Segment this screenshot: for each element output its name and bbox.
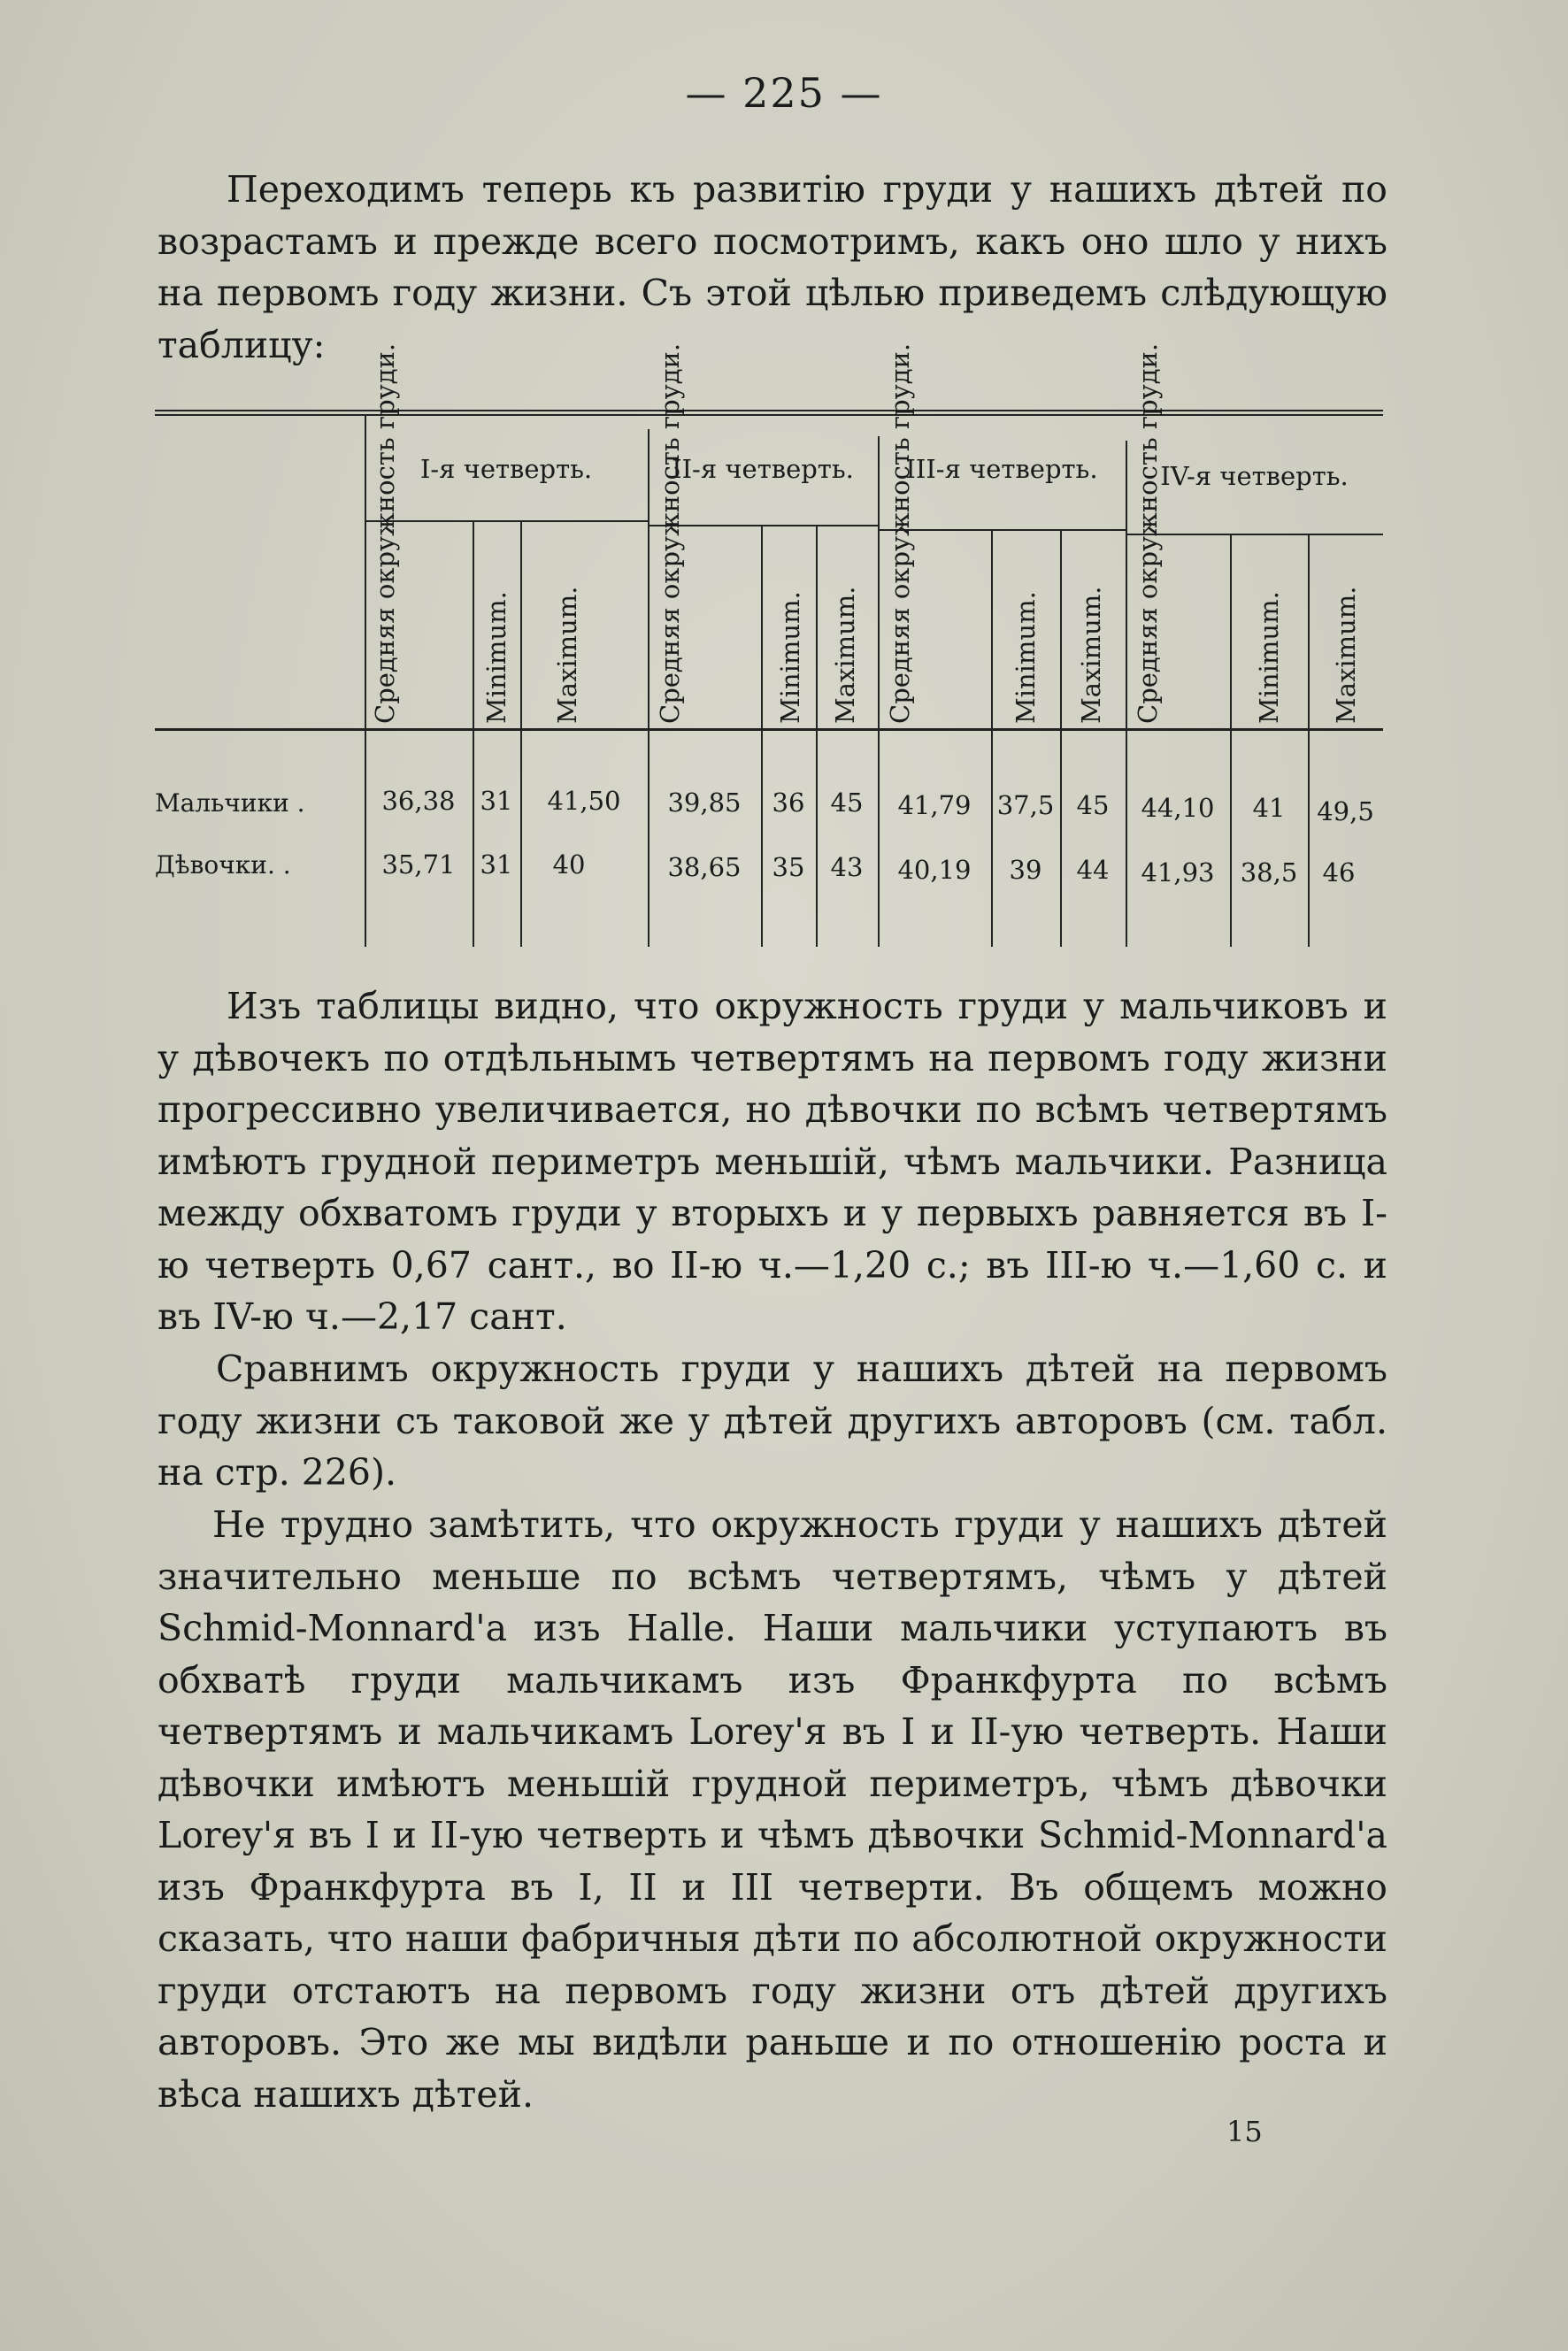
- quarter-header-2: II-я четверть.: [672, 454, 854, 484]
- table-subdivider: [520, 520, 522, 947]
- table-cell: 36: [772, 788, 805, 818]
- table-subheader-rule: [878, 529, 1126, 531]
- subheader-minimum: Minimum.: [481, 591, 511, 724]
- quarter-header-4: IV-я четверть.: [1160, 461, 1349, 491]
- table-cell: 39: [1009, 855, 1042, 885]
- subheader-maximum: Maximum.: [1331, 586, 1361, 724]
- table-cell: 38,65: [667, 852, 742, 882]
- table-cell: 36,38: [381, 786, 456, 816]
- paragraph-conclusion: Не трудно замѣтить, что окружность груди у нашихъ дѣтей значительно меньше по всѣмъ четвертямъ, чѣмъ у дѣтей Schmid-Monnard'а изъ Halle. Наши мальчики уступаютъ въ обхватѣ груди мальчикамъ изъ Франкфурта по всѣмъ четвертямъ и мальчикамъ Lorey'я въ I и II-ую четверть. Наши дѣвочки имѣютъ меньшій грудной периметръ, чѣмъ дѣвочки Lorey'я въ I и II-ую четверть и чѣмъ дѣвочки Schmid-Monnard'а изъ Франкфурта въ I, II и III четверти. Въ общемъ можно сказать, что наши фабричныя дѣти по абсолютной окружности груди отстаютъ на первомъ году жизни отъ дѣтей другихъ авторовъ. Это же мы видѣли раньше и по отношенію роста и вѣса нашихъ дѣтей.: [158, 1503, 1387, 2116]
- table-cell: 49,5: [1317, 796, 1374, 826]
- paragraph-analysis: Изъ таблицы видно, что окружность груди у мальчиковъ и у дѣвочекъ по отдѣльнымъ четвертямъ на первомъ году жизни прогрессивно увеличивается, но дѣвочки по всѣмъ четвертямъ имѣютъ грудной периметръ меньшій, чѣмъ мальчики. Разница между обхватомъ груди у вторыхъ и у первыхъ равняется въ I-ю четверть 0,67 сант., во II-ю ч.—1,20 с.; въ III-ю ч.—1,60 с. и въ IV-ю ч.—2,17 сант.: [158, 985, 1387, 1338]
- chest-circumference-table: [155, 342, 1383, 951]
- table-cell: 31: [480, 786, 513, 816]
- table-cell: 40: [552, 849, 586, 880]
- table-cell: 44: [1076, 855, 1110, 885]
- subheader-mean: Средняя окружность груди.: [885, 342, 915, 724]
- table-cell: 41: [1252, 793, 1286, 823]
- table-cell: 40,19: [897, 855, 972, 885]
- table-cell: 35,71: [381, 849, 456, 880]
- subheader-maximum: Maximum.: [552, 586, 582, 724]
- paragraph-intro: Переходимъ теперь къ развитію груди у нашихъ дѣтей по возрастамъ и прежде всего посмотримъ, какъ оно шло у нихъ на первомъ году жизни. Съ этой цѣлью приведемъ слѣдующую таблицу:: [158, 168, 1387, 366]
- table-top-rule: [155, 410, 1383, 416]
- table-cell: 38,5: [1240, 857, 1298, 887]
- subheader-mean: Средняя окружность груди.: [370, 342, 400, 724]
- table-subdivider: [761, 525, 763, 947]
- quarter-header-3: III-я четверть.: [905, 454, 1098, 484]
- table-cell: 44,10: [1141, 793, 1215, 823]
- page-number: — 225 —: [685, 69, 883, 117]
- table-subdivider: [473, 520, 474, 947]
- table-subheader-rule: [365, 520, 648, 522]
- paragraph-comparison: Сравнимъ окружность груди у нашихъ дѣтей на первомъ году жизни съ таковой же у дѣтей другихъ авторовъ (см. табл. на стр. 226).: [158, 1348, 1387, 1494]
- table-subheader-rule: [1126, 534, 1383, 535]
- subheader-mean: Средняя окружность груди.: [655, 342, 685, 724]
- table-cell: 41,79: [897, 790, 972, 820]
- table-subdivider: [816, 525, 818, 947]
- table-cell: 39,85: [667, 788, 742, 818]
- table-cell: 35: [772, 852, 805, 882]
- table-cell: 31: [480, 849, 513, 880]
- table-cell: 46: [1322, 857, 1356, 887]
- quarter-header-1: I-я четверть.: [419, 454, 593, 484]
- table-cell: 41,93: [1141, 857, 1215, 887]
- table-cell: 45: [830, 788, 864, 818]
- row-label-boys: Мальчики .: [155, 788, 305, 818]
- subheader-maximum: Maximum.: [1076, 586, 1106, 724]
- table-header-rule: [155, 728, 1383, 731]
- table-cell: 43: [830, 852, 864, 882]
- table-cell: 45: [1076, 790, 1110, 820]
- signature-mark: 15: [1226, 2115, 1263, 2148]
- subheader-minimum: Minimum.: [775, 591, 805, 724]
- subheader-minimum: Minimum.: [1011, 591, 1041, 724]
- table-cell: 37,5: [996, 790, 1055, 820]
- row-label-girls: Дѣвочки. .: [155, 850, 291, 880]
- subheader-maximum: Maximum.: [830, 586, 860, 724]
- subheader-minimum: Minimum.: [1254, 591, 1284, 724]
- table-cell: 41,50: [547, 786, 621, 816]
- subheader-mean: Средняя окружность груди.: [1133, 342, 1163, 724]
